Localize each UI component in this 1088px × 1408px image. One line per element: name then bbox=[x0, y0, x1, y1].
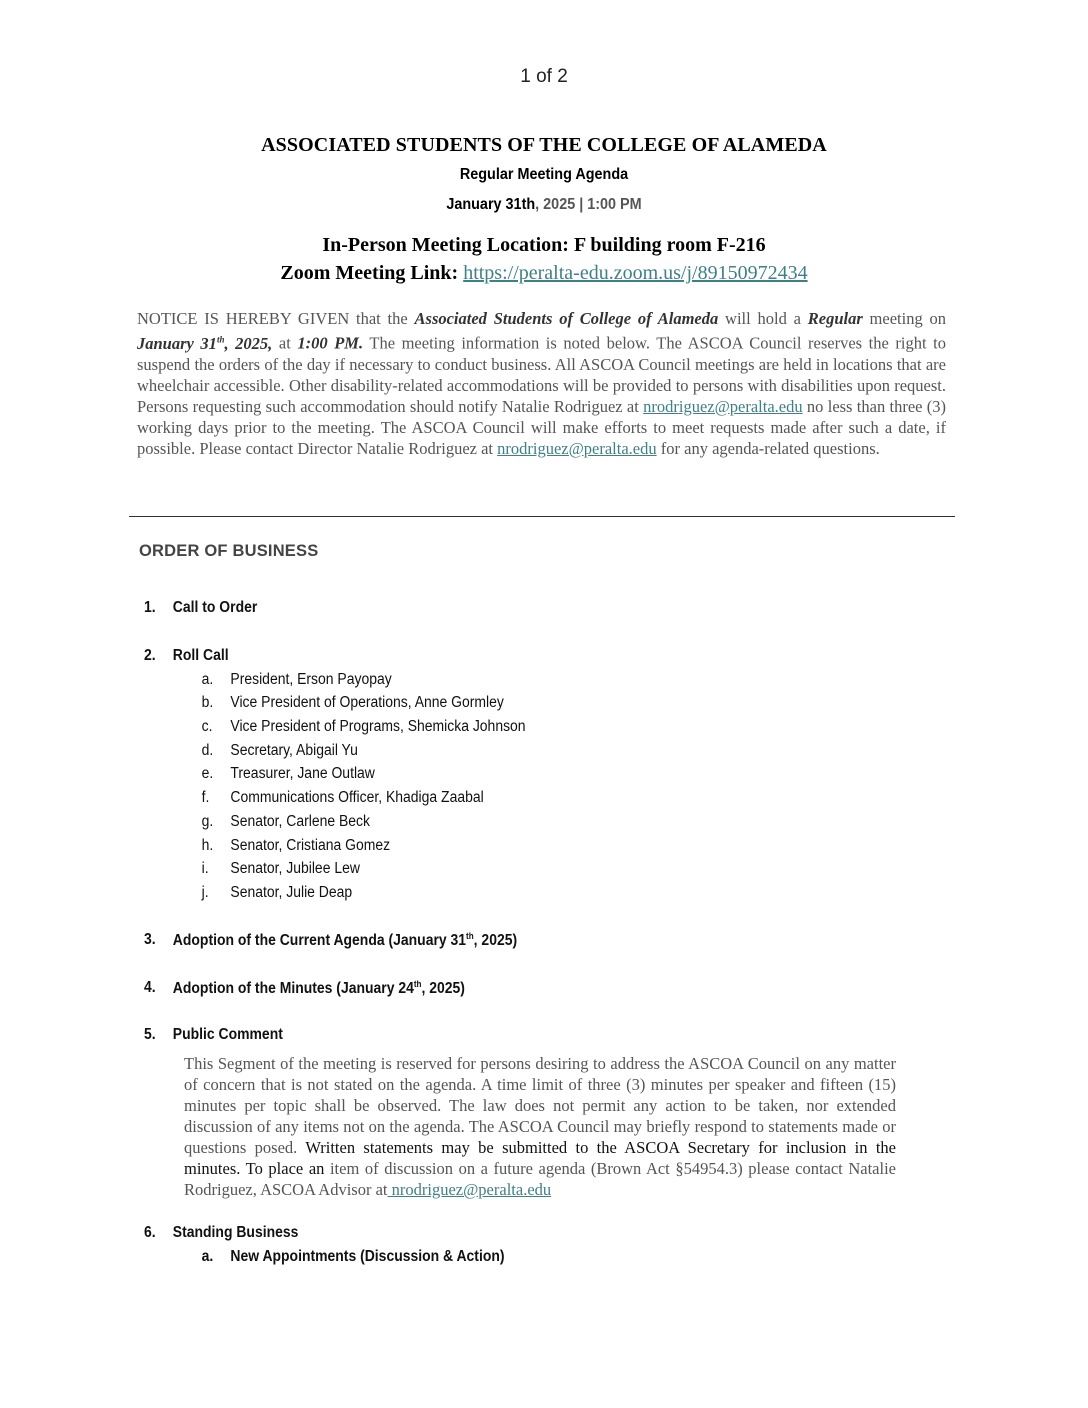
item-label: Roll Call bbox=[172, 647, 229, 664]
roll-call-letter: b. bbox=[201, 694, 214, 711]
item-number: 2. bbox=[144, 647, 156, 664]
item-label-text: Adoption of the Current Agenda (January 31 bbox=[172, 932, 467, 950]
roll-call-text: Senator, Carlene Beck bbox=[230, 813, 370, 830]
item-label-text: , 2025) bbox=[473, 932, 518, 950]
divider bbox=[129, 516, 955, 517]
item-label: Public Comment bbox=[172, 1026, 283, 1043]
item-label bbox=[173, 979, 465, 998]
item-number: 1. bbox=[144, 599, 156, 616]
agenda-subtitle: Regular Meeting Agenda bbox=[459, 166, 629, 183]
meeting-date: January 31th bbox=[446, 196, 536, 213]
roll-call-letter: j. bbox=[201, 884, 209, 901]
notice-paragraph bbox=[137, 308, 946, 459]
notice-text: meeting on bbox=[862, 309, 946, 328]
organization-title: ASSOCIATED STUDENTS OF THE COLLEGE OF ALAMEDA bbox=[261, 134, 827, 156]
notice-email-link[interactable]: nrodriguez@peralta.edu bbox=[643, 396, 803, 416]
item-number: 5. bbox=[144, 1026, 156, 1043]
zoom-line bbox=[0, 262, 1088, 285]
item-label: Standing Business bbox=[172, 1224, 299, 1241]
roll-call-text: Senator, Jubilee Lew bbox=[230, 860, 360, 877]
roll-call-letter: g. bbox=[201, 813, 214, 830]
notice-text: no less than three (3) working days prior to the meeting. The ASCOA Council will make efforts to meet requests made after such a date, if possible. Please contact Director Natalie Rodriguez at bbox=[137, 396, 947, 458]
item-label-text: Adoption of the Minutes (January 24 bbox=[172, 980, 414, 998]
roll-call-letter: i. bbox=[201, 860, 209, 877]
roll-call-text: Senator, Julie Deap bbox=[230, 884, 353, 901]
public-comment-email-link[interactable]: nrodriguez@peralta.edu bbox=[387, 1180, 552, 1199]
page-number: 1 of 2 bbox=[520, 66, 568, 87]
notice-time: 1:00 PM. bbox=[297, 333, 364, 353]
roll-call-text: Vice President of Operations, Anne Gormley bbox=[230, 694, 504, 711]
roll-call-letter: a. bbox=[201, 671, 214, 688]
meeting-time: , 2025 | 1:00 PM bbox=[535, 196, 642, 213]
notice-regular: Regular bbox=[807, 309, 863, 328]
item-number: 6. bbox=[144, 1224, 156, 1241]
meeting-datetime bbox=[54, 196, 1033, 214]
notice-date-sup: th bbox=[216, 334, 225, 344]
roll-call-letter: f. bbox=[201, 789, 210, 806]
notice-date: January 31 bbox=[137, 333, 217, 353]
roll-call-letter: e. bbox=[201, 765, 214, 782]
item-label bbox=[173, 931, 517, 950]
notice-text: will hold a bbox=[718, 309, 808, 328]
item-label: Call to Order bbox=[172, 599, 258, 616]
item-number: 3. bbox=[144, 931, 156, 948]
notice-email-link[interactable]: nrodriguez@peralta.edu bbox=[497, 438, 657, 458]
roll-call-text: Communications Officer, Khadiga Zaabal bbox=[230, 789, 484, 806]
roll-call-text: Secretary, Abigail Yu bbox=[230, 742, 358, 759]
notice-text: for any agenda-related questions. bbox=[656, 438, 880, 458]
public-comment-text: item of discussion on a future agenda (Brown Act §54954.3) please contact Natalie Rodriguez, ASCOA Advisor at bbox=[184, 1159, 896, 1199]
roll-call-text: Vice President of Programs, Shemicka Johnson bbox=[230, 718, 526, 735]
order-of-business-heading: ORDER OF BUSINESS bbox=[139, 542, 319, 560]
public-comment-text-dark: Written statements may be submitted to the ASCOA Secretary for inclusion in the minutes. To place an bbox=[184, 1138, 896, 1178]
meeting-location: In-Person Meeting Location: F building room F-216 bbox=[322, 234, 766, 256]
notice-text: The meeting information is noted below. The ASCOA Council reserves the right to suspend the orders of the day if necessary to conduct business. All ASCOA Council meetings are held in locations that are wheelchair accessible. Other disability-related accommodations will be provided to persons with disabilities upon request. Persons requesting such accommodation should notify Natalie Rodriguez at bbox=[137, 333, 946, 416]
roll-call-letter: c. bbox=[201, 718, 213, 735]
notice-date-end: , 2025, bbox=[224, 333, 273, 353]
public-comment-paragraph bbox=[184, 1053, 896, 1200]
roll-call-text: President, Erson Payopay bbox=[230, 671, 392, 688]
item-number: 4. bbox=[144, 979, 156, 996]
item-label-text: , 2025) bbox=[421, 980, 465, 998]
notice-org: Associated Students of College of Alameda bbox=[414, 309, 719, 328]
standing-business-letter: a. bbox=[201, 1248, 214, 1265]
roll-call-text: Treasurer, Jane Outlaw bbox=[230, 765, 375, 782]
zoom-link[interactable]: https://peralta-edu.zoom.us/j/89150972434 bbox=[463, 262, 808, 284]
roll-call-text: Senator, Cristiana Gomez bbox=[230, 837, 391, 854]
standing-business-text: New Appointments (Discussion & Action) bbox=[230, 1248, 505, 1265]
item-label-sup: th bbox=[466, 931, 474, 941]
item-label-sup: th bbox=[413, 979, 422, 989]
roll-call-letter: h. bbox=[201, 837, 214, 854]
zoom-label: Zoom Meeting Link: bbox=[280, 262, 459, 284]
notice-text: at bbox=[272, 333, 298, 353]
roll-call-letter: d. bbox=[201, 742, 214, 759]
notice-text: NOTICE IS HEREBY GIVEN that the bbox=[137, 309, 415, 328]
public-comment-text: This Segment of the meeting is reserved for persons desiring to address the ASCOA Council on any matter of concern that is not stated on the agenda. A time limit of three (3) minutes per speaker and fifteen (15) minutes per topic shall be observed. The law does not permit any action to be taken, nor extended discussion of any items not on the agenda. The ASCOA Council may briefly respond to statements made or questions posed. bbox=[184, 1054, 896, 1157]
